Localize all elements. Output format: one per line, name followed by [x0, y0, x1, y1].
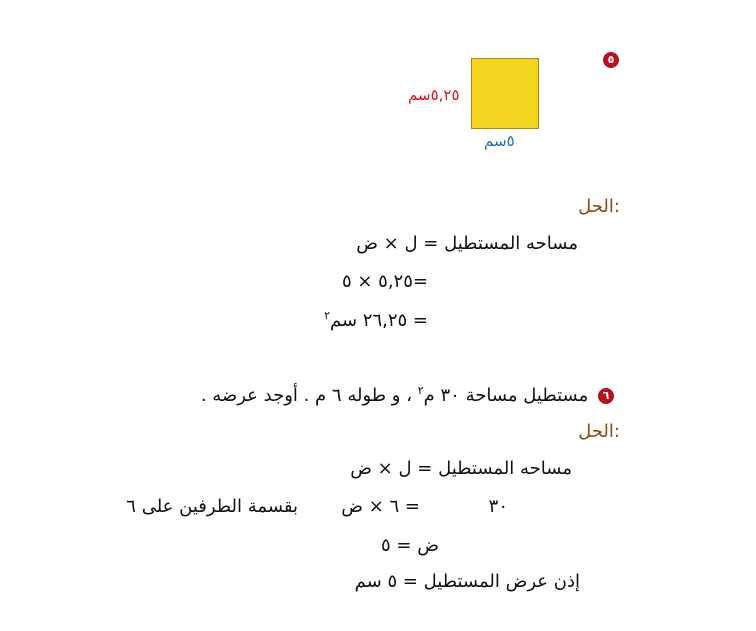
problem-5-line-3 [324, 309, 428, 331]
square-side-label: ٥,٢٥سم [408, 86, 460, 104]
problem-6-question-part-2: ، و طوله ٦ م . أوجد عرضه . [200, 385, 418, 406]
problem-6-question-part-1: مستطيل مساحة ٣٠ م [423, 385, 589, 406]
problem-6-solution-heading: الحل: [578, 421, 620, 442]
problem-5-solution-heading: الحل: [578, 196, 620, 217]
problem-5-line-1: مساحه المستطيل = ل × ض [356, 233, 578, 254]
problem-6-line-2-value: ٣٠ [488, 496, 508, 517]
problem-6-line-2-note: بقسمة الطرفين على ٦ [126, 496, 298, 517]
problem-6-question-superscript: ٢ [417, 384, 424, 397]
yellow-square-figure [471, 58, 539, 129]
problem-6-question [201, 384, 614, 406]
problem-5-line-3-text: = ٢٦,٢٥ سم [329, 310, 428, 331]
problem-6-line-2-equation: = ٦ × ض [341, 496, 420, 517]
square-bottom-label: ٥سم [484, 132, 515, 150]
problem-6-line-4: إذن عرض المستطيل = ٥ سم [354, 571, 580, 592]
problem-5-line-3-superscript: ٢ [324, 309, 330, 322]
problem-6-line-3: ض = ٥ [381, 535, 439, 556]
problem-5-line-2: =٥,٢٥ × ٥ [341, 271, 428, 292]
problem-5-number-badge: ٥ [603, 52, 619, 68]
problem-6-line-1: مساحه المستطيل = ل × ض [350, 458, 572, 479]
problem-6-number-badge: ٦ [598, 388, 614, 404]
